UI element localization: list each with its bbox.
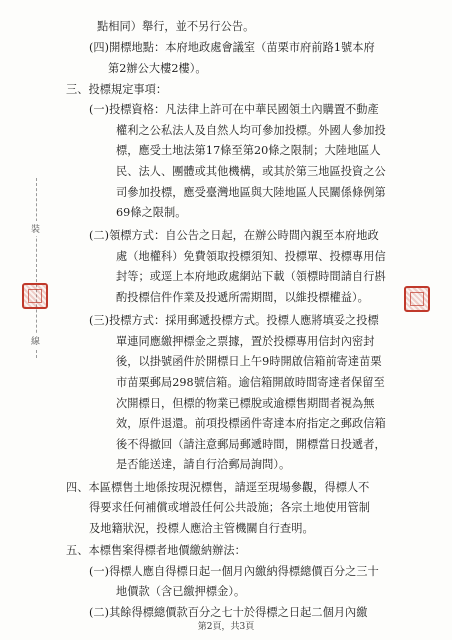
binding-mark-top: 裝 — [31, 221, 40, 236]
text-line: 是否能送達，請自行洽郵局詢問）。 — [116, 458, 291, 471]
text-line: 效，原件退還。前項投標函件寄達本府指定之郵政信箱 — [116, 417, 386, 430]
text-line: 酌投標信件作業及投遞所需期間，以維投標權益）。 — [116, 291, 369, 304]
red-seal-stamp-left — [22, 283, 48, 309]
text-line: 民、法人、團體或其他機構，或其於第三地區投資之公 — [116, 165, 386, 178]
text-line: 權利之公私法人及自然人均可參加投標。外國人參加投 — [116, 124, 386, 137]
text-line: 第2辦公大樓2樓）。 — [108, 62, 207, 75]
text-line: 後不得撤回（請注意郵局郵遞時間，開標當日投遞者， — [116, 438, 386, 451]
section-heading: 四、本區標售土地係按現況標售，請逕至現場參觀，得標人不 — [66, 481, 370, 494]
text-line: (二)其餘得標總價款百分之七十於得標之日起二個月內繳 — [89, 606, 368, 619]
text-line: 單連同應繳押標金之票據，置於投標專用信封內密封 — [116, 335, 375, 348]
text-line: 處（地權科）免費領取投標須知、投標單、投標專用信 — [116, 250, 386, 263]
page-number-footer: 第2頁，共3頁 — [197, 622, 255, 632]
text-line: 市苗栗郵局298號信箱。逾信箱開啟時間寄達者保留至 — [116, 376, 385, 389]
section-heading: 五、本標售案得標者地價繳納辦法： — [66, 544, 246, 557]
text-line: 得要求任何補償或增設任何公共設施；各宗土地使用管制 — [89, 501, 370, 514]
text-line: 標，應受土地法第17條至第20條之限制；大陸地區人 — [116, 144, 381, 157]
text-line: 司參加投標，應受臺灣地區與大陸地區人民關係條例第 — [116, 186, 386, 199]
red-seal-stamp-right — [404, 286, 430, 312]
text-line: (一)投標資格：凡法律上許可在中華民國領土內購置不動產 — [89, 103, 379, 116]
text-line: (四)開標地點：本府地政處會議室（苗栗市府前路1號本府 — [89, 41, 375, 54]
text-line: (一)得標人應自得標日起一個月內繳納得標總價百分之三十 — [89, 565, 379, 578]
binding-mark-bottom: 線 — [31, 333, 40, 348]
text-line: 地價款（含已繳押標金）。 — [116, 585, 246, 598]
text-line: 點相同）舉行，並不另行公告。 — [97, 20, 255, 33]
text-line: 後，以掛號函件於開標日上午9時開啟信箱前寄達苗栗 — [116, 355, 382, 368]
text-line: 69條之限制。 — [116, 206, 187, 219]
text-line: 及地籍狀況，投標人應洽主管機關自行查明。 — [89, 522, 314, 535]
text-line: 次開標日，但標的物業已標脫或逾標售期間者視為無 — [116, 397, 375, 410]
binding-line — [36, 178, 38, 358]
text-line: 封等；或逕上本府地政處網站下載（領標時間請自行斟 — [116, 270, 386, 283]
text-line: (三)投標方式：採用郵遞投標方式。投標人應將填妥之投標 — [89, 314, 379, 327]
text-line: (二)領標方式：自公告之日起，在辦公時間內親至本府地政 — [89, 229, 379, 242]
section-heading: 三、投標規定事項： — [66, 83, 168, 96]
